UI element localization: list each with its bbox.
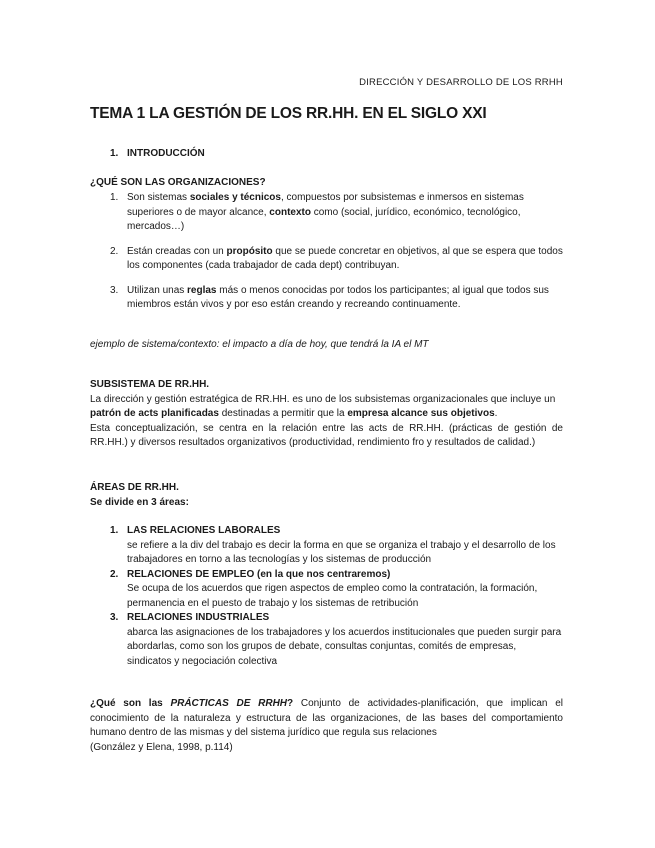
bold-term: contexto <box>269 206 311 218</box>
subsystem-paragraph-1 <box>90 393 563 422</box>
bold-term: reglas <box>187 284 217 296</box>
practices-definition: Conjunto de actividades-planificación, que implican el conocimiento de la naturaleza y estructura de las organizaciones, de las bases del comportamiento humano dentro de las mismas y del sistema jurídico que regula sus relaciones <box>90 698 563 738</box>
bold-term: empresa alcance sus objetivos <box>347 408 495 419</box>
bold-term: sociales y técnicos <box>189 192 281 203</box>
area-description: Se ocupa de los acuerdos que rigen aspectos de empleo como la contratación, la formación, permanencia en el puesto de trabajo y los sistemas de retribución <box>127 583 538 609</box>
text-run: Utilizan unas <box>127 284 188 296</box>
practices-paragraph <box>90 697 563 741</box>
bold-term: patrón de acts planificadas <box>90 408 219 419</box>
text-run: La dirección y gestión estratégica de RR.HH. es uno de los subsistemas organizacionales que incluye un <box>90 393 556 405</box>
section-heading-introduction <box>110 147 205 162</box>
page-title: TEMA 1 LA GESTIÓN DE LOS RR.HH. EN EL SIGLO XXI <box>90 105 487 122</box>
section-label: INTRODUCCIÓN <box>127 148 205 159</box>
list-item <box>90 568 563 612</box>
practices-question: ¿Qué son las <box>90 698 171 709</box>
list-item <box>90 611 563 669</box>
organizations-list <box>90 191 563 323</box>
subsystem-paragraph-2: Esta conceptualización, se centra en la relación entre las acts de RR.HH. (prácticas de gestión de RR.HH.) y diversos resultados organizativos (productividad, rendimiento fro y resultados de calidad.) <box>90 422 563 448</box>
citation: (González y Elena, 1998, p.114) <box>90 741 233 753</box>
list-item-number: 3. <box>110 612 119 623</box>
area-description: se refiere a la div del trabajo es decir la forma en que se organiza el trabajo y el desarrollo de los trabajadores en torno a las tecnologías y los sistemas de producción <box>127 539 556 565</box>
list-item-number: 2. <box>110 568 119 580</box>
area-label: RELACIONES INDUSTRIALES <box>127 612 270 623</box>
text-run: . <box>494 408 498 419</box>
list-item-number: 1. <box>110 192 119 203</box>
list-item <box>90 524 563 568</box>
area-label: LAS RELACIONES LABORALES <box>127 525 281 536</box>
areas-list <box>90 524 563 669</box>
text-run: Están creadas con un <box>127 245 227 257</box>
areas-section <box>90 481 563 669</box>
text-run: que se puede concretar en objetivos, al que se espera que todos los componentes (cada trabajador de cada dept) contribuyan. <box>127 245 563 271</box>
area-label: RELACIONES DE EMPLEO (en la que nos centraremos) <box>127 568 391 580</box>
bold-term: propósito <box>226 245 273 257</box>
text-run: más o menos conocidas por todos los participantes; al igual que todos sus miembros están vivos y por eso están creando y recreando continuamente. <box>127 284 549 310</box>
question-mark: ? <box>287 698 294 709</box>
list-item-number: 3. <box>110 284 119 296</box>
list-item-number: 2. <box>110 245 119 257</box>
organizations-question: ¿QUÉ SON LAS ORGANIZACIONES? <box>90 177 266 188</box>
subsystem-heading: SUBSISTEMA DE RR.HH. <box>90 379 210 390</box>
areas-heading: ÁREAS DE RR.HH. <box>90 482 179 493</box>
section-number: 1. <box>110 148 119 159</box>
running-header: DIRECCIÓN Y DESARROLLO DE LOS RRHH <box>359 77 563 88</box>
text-run: Son sistemas <box>127 192 190 203</box>
areas-subheading: Se divide en 3 áreas: <box>90 496 189 508</box>
list-item <box>90 245 563 274</box>
practices-section <box>90 697 563 755</box>
list-item <box>90 284 563 313</box>
text-run: , compuestos por subsistemas e inmersos en sistemas superiores o de mayor alcance, <box>127 192 524 218</box>
area-description: abarca las asignaciones de los trabajadores y los acuerdos institucionales que pueden surgir para abordarlas, como son los grupos de debate, consultas conjuntas, comités de empresas, sindicatos y negociación colectiva <box>127 626 562 667</box>
subsystem-section <box>90 378 563 451</box>
text-run: como (social, jurídico, económico, tecnológico, mercados…) <box>127 206 521 232</box>
text-run: destinadas a permitir que la <box>218 408 348 419</box>
example-note: ejemplo de sistema/contexto: el impacto a día de hoy, que tendrá la IA el MT <box>90 339 429 350</box>
list-item-number: 1. <box>110 525 119 536</box>
practices-term: PRÁCTICAS DE RRHH <box>170 698 288 709</box>
list-item <box>90 191 563 235</box>
